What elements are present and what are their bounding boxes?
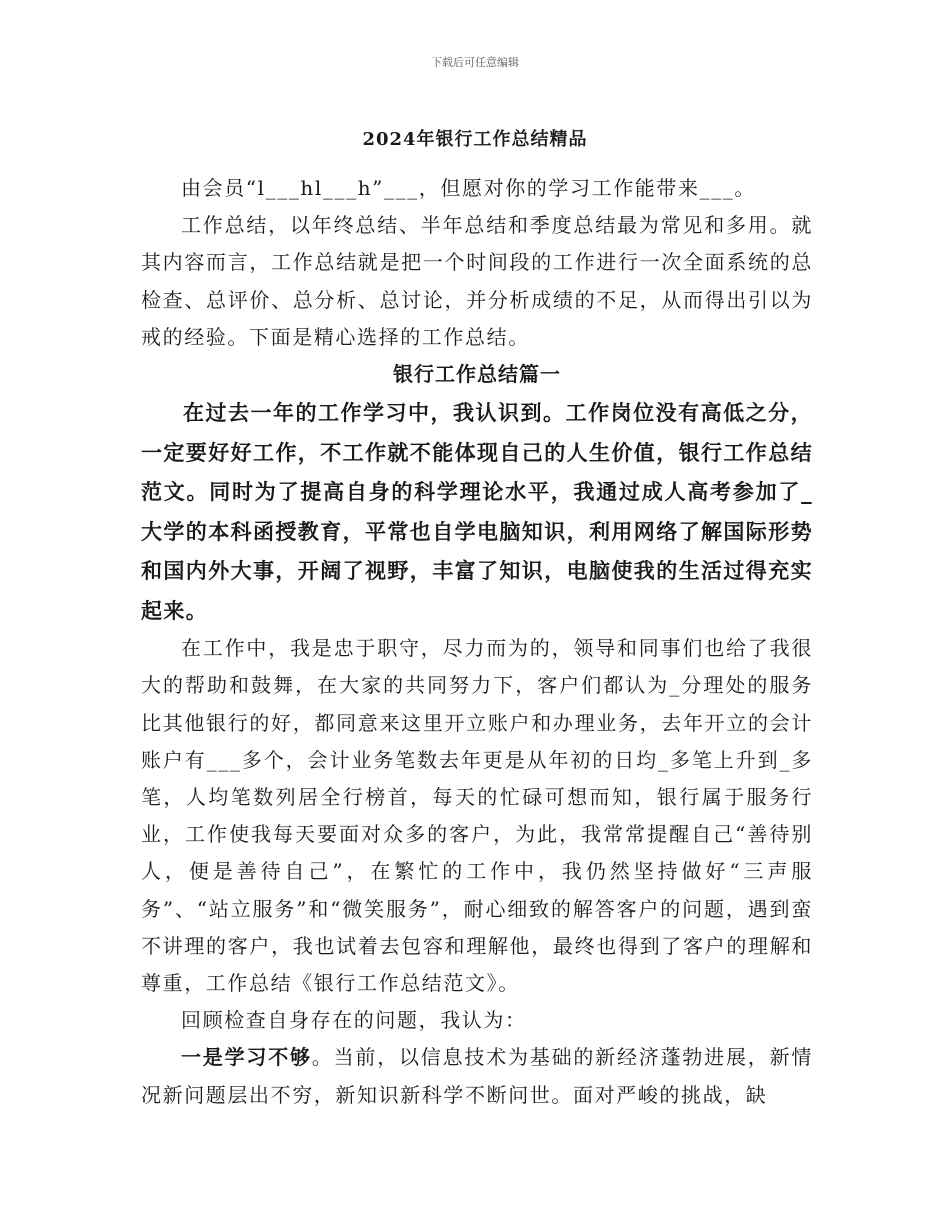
document-title: 2024年银行工作总结精品 — [362, 129, 588, 150]
work-paragraph: 在工作中，我是忠于职守，尽力而为的，领导和同事们也给了我很大的帮助和鼓舞，在大家的共同努力下，客户们都认为_分理处的服务比其他银行的好，都同意来这里开立账户和办理业务，去年开立的会计账户有___多个，会计业务笔数去年更是从年初的日均_多笔上升到_多笔，人均笔数列居全行榜首，每天的忙碌可想而知，银行属于服务行业，工作使我每天要面对众多的客户，为此，我常常提醒自己“善待别人，便是善待自己”，在繁忙的工作中，我仍然坚持做好“三声服务”、“站立服务”和“微笑服务”，耐心细致的解答客户的问题，遇到蛮不讲理的客户，我也试着去包容和理解他，最终也得到了客户的理解和尊重，工作总结《银行工作总结范文》。 — [141, 636, 813, 996]
intro-paragraph: 由会员“l___hl___h”___，但愿对你的学习工作能带来___。 — [181, 176, 757, 200]
point-one-label: 一是学习不够 — [181, 1045, 312, 1070]
point-one-text: 。当前，以信息技术为基础的新经济蓬勃进展，新情况新问题层出不穷，新知识新科学不断问世。面对严峻的挑战，缺 — [141, 1045, 813, 1107]
section-heading: 银行工作总结篇一 — [393, 362, 561, 387]
document-body — [141, 170, 813, 1114]
summary-paragraph: 工作总结，以年终总结、半年总结和季度总结最为常见和多用。就其内容而言，工作总结就是把一个时间段的工作进行一次全面系统的总检查、总评价、总分析、总讨论，并分析成绩的不足，从而得出引以为戒的经验。下面是精心选择的工作总结。 — [141, 213, 813, 349]
header-note: 下载后可任意编辑 — [431, 56, 519, 69]
review-paragraph: 回顾检查自身存在的问题，我认为： — [181, 1008, 527, 1033]
bold-paragraph: 在过去一年的工作学习中，我认识到。工作岗位没有高低之分，一定要好好工作，不工作就不能体现自己的人生价值，银行工作总结范文。同时为了提高自身的科学理论水平，我通过成人高考参加了_大学的本科函授教育，平常也自学电脑知识，利用网络了解国际形势和国内外大事，开阔了视野，丰富了知识，电脑使我的生活过得充实起来。 — [141, 400, 813, 623]
point-one-paragraph — [141, 1039, 813, 1113]
